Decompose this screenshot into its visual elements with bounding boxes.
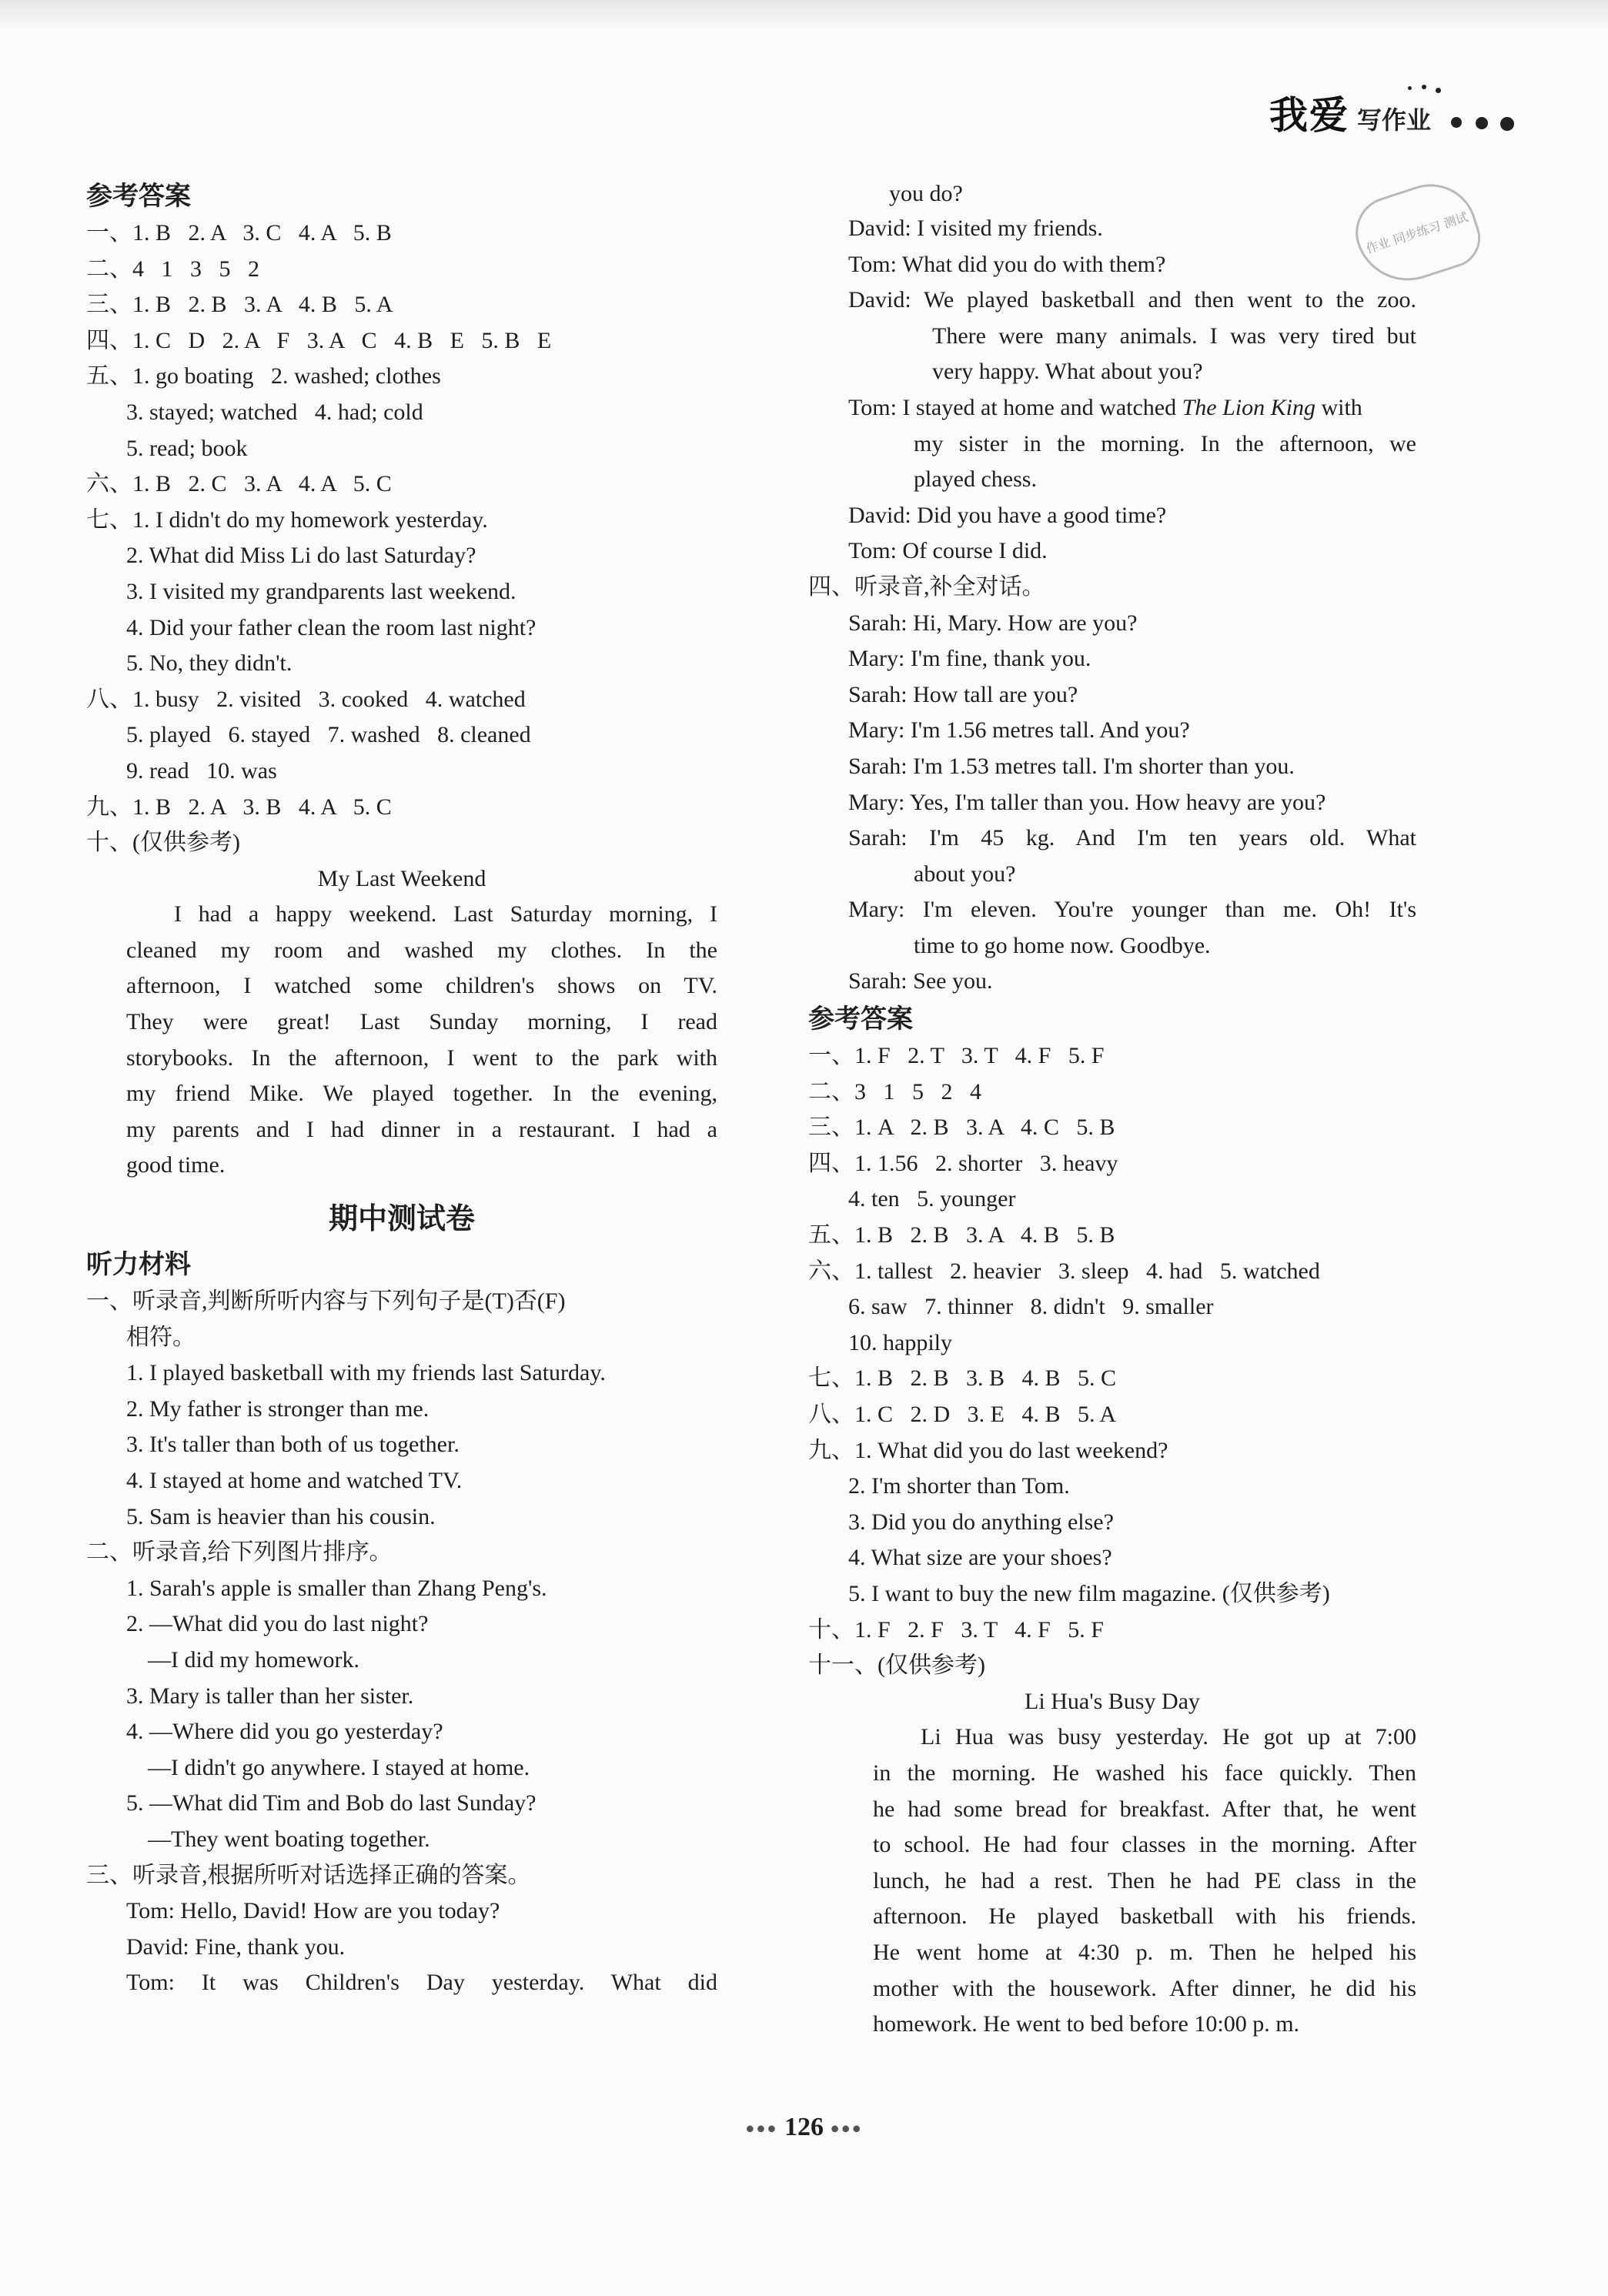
- answer-line: 2. I'm shorter than Tom.: [848, 1473, 1070, 1499]
- listening-heading: 听力材料: [86, 1249, 191, 1281]
- answer-line: 5. No, they didn't.: [126, 650, 293, 677]
- answer-line: 4. What size are your shoes?: [848, 1545, 1112, 1571]
- brand-small-text: 写作业: [1356, 105, 1431, 135]
- midterm-title: 期中测试卷: [328, 1201, 475, 1236]
- dialog-line: Sarah: See you.: [848, 968, 993, 994]
- answer-line: 2. What did Miss Li do last Saturday?: [126, 543, 476, 569]
- essay-line: I had a happy weekend. Last Saturday morning, I: [174, 901, 717, 927]
- dialog-line: Sarah: Hi, Mary. How are you?: [848, 610, 1138, 636]
- dialog-line: time to go home now. Goodbye.: [914, 932, 1211, 958]
- question-item: 5. Sam is heavier than his cousin.: [126, 1503, 436, 1529]
- dialog-line: [808, 390, 1416, 426]
- brand-big-text: 我爱: [1269, 93, 1349, 138]
- essay-line: in the morning. He washed his face quickly. Then: [873, 1760, 1416, 1786]
- dialog-line: Tom: What did you do with them?: [848, 251, 1166, 277]
- answer-line: 一、1. B 2. A 3. C 4. A 5. B: [86, 220, 392, 246]
- dialog-line: [808, 820, 1416, 857]
- answer-line: 3. stayed; watched 4. had; cold: [126, 399, 423, 425]
- dialog-line: [808, 892, 1416, 928]
- answer-line: 十、1. F 2. F 3. T 4. F 5. F: [808, 1616, 1104, 1643]
- top-band: [0, 0, 1608, 31]
- dialog-line-text: with: [1315, 394, 1362, 420]
- film-title: The Lion King: [1182, 394, 1315, 420]
- dialog-line: [86, 1965, 717, 2001]
- answer-line: 十、(仅供参考): [86, 830, 240, 856]
- dialog-line: David: Did you have a good time?: [848, 502, 1167, 528]
- question-item: 4. —Where did you go yesterday?: [126, 1719, 443, 1745]
- answer-line: 4. ten 5. younger: [848, 1186, 1016, 1212]
- right-column: [808, 177, 1416, 2043]
- answer-line: 二、3 1 5 2 4: [808, 1078, 981, 1105]
- dialog-line: David: Fine, thank you.: [126, 1933, 346, 1960]
- left-column: [86, 177, 717, 2001]
- essay-line: homework. He went to bed before 10:00 p. m.: [873, 2011, 1300, 2037]
- dialog-line: about you?: [914, 861, 1016, 887]
- dialog-line: Tom: Hello, David! How are you today?: [126, 1898, 500, 1924]
- answer-line: 六、1. B 2. C 3. A 4. A 5. C: [86, 471, 392, 497]
- answer-line: 七、1. I didn't do my homework yesterday.: [86, 506, 488, 533]
- answer-line: 二、4 1 3 5 2: [86, 256, 259, 282]
- answer-line: 五、1. go boating 2. washed; clothes: [86, 363, 441, 389]
- answer-line: 十一、(仅供参考): [808, 1653, 985, 1679]
- answer-line: 四、1. C D 2. A F 3. A C 4. B E 5. B E: [86, 327, 552, 353]
- answers-heading: 参考答案: [808, 1004, 913, 1035]
- answer-line: 九、1. B 2. A 3. B 4. A 5. C: [86, 794, 392, 820]
- answer-line: 七、1. B 2. B 3. B 4. B 5. C: [808, 1365, 1117, 1392]
- question-title: 四、听录音,补全对话。: [808, 573, 1045, 600]
- essay-line: afternoon, I watched some children's shows on TV.: [126, 973, 717, 999]
- essay-title: My Last Weekend: [317, 865, 486, 891]
- dialog-line: very happy. What about you?: [932, 359, 1203, 385]
- footer-dots-left-icon: ●●●: [745, 2120, 778, 2137]
- question-title: 一、听录音,判断所听内容与下列句子是(T)否(F): [86, 1288, 566, 1315]
- dialog-line-text: Mary: I'm eleven. You're younger than me. Oh! It's: [848, 897, 1416, 923]
- dialog-line: [808, 282, 1416, 319]
- answer-line: 9. read 10. was: [126, 757, 277, 784]
- question-item: 2. My father is stronger than me.: [126, 1395, 430, 1422]
- essay-paragraph: [808, 1719, 1416, 2042]
- essay-line: afternoon. He played basketball with his friends.: [873, 1903, 1416, 1930]
- dialog-line-text: Sarah: I'm 45 kg. And I'm ten years old. What: [848, 825, 1416, 851]
- dialog-line: [808, 426, 1416, 463]
- answers-heading: 参考答案: [86, 181, 191, 212]
- dialog-line-text: my sister in the morning. In the afternoon, we: [914, 430, 1416, 456]
- answer-line: 5. read; book: [126, 435, 248, 461]
- question-item: 3. Mary is taller than her sister.: [126, 1683, 414, 1709]
- answer-line: 八、1. C 2. D 3. E 4. B 5. A: [808, 1402, 1117, 1427]
- dialog-line: Sarah: How tall are you?: [848, 681, 1078, 707]
- essay-line: Li Hua was busy yesterday. He got up at 7:00: [921, 1724, 1416, 1750]
- answer-line: 4. Did your father clean the room last night?: [126, 614, 537, 640]
- question-item: 2. —What did you do last night?: [126, 1611, 429, 1637]
- answer-line: 三、1. B 2. B 3. A 4. B 5. A: [86, 292, 393, 318]
- dialog-line: you do?: [889, 181, 963, 206]
- answer-line: 5. played 6. stayed 7. washed 8. cleaned: [126, 722, 531, 748]
- dialog-line: Mary: I'm 1.56 metres tall. And you?: [848, 717, 1190, 744]
- answer-line: 10. happily: [848, 1329, 952, 1355]
- answer-line: 八、1. busy 2. visited 3. cooked 4. watched: [86, 686, 526, 712]
- essay-line: he had some bread for breakfast. After that, he went: [873, 1796, 1416, 1822]
- question-title-cont: 相符。: [126, 1324, 196, 1350]
- essay-line: They were great! Last Sunday morning, I read: [126, 1009, 717, 1035]
- answer-line: 3. Did you do anything else?: [848, 1509, 1114, 1535]
- dialog-line-text: David: We played basketball and then went to the zoo.: [848, 287, 1416, 313]
- essay-line: good time.: [126, 1152, 226, 1178]
- essay-line: He went home at 4:30 p. m. Then he helped his: [873, 1939, 1416, 1965]
- question-item: 5. —What did Tim and Bob do last Sunday?: [126, 1790, 537, 1816]
- question-title: 二、听录音,给下列图片排序。: [86, 1539, 393, 1566]
- essay-paragraph: [86, 897, 717, 1184]
- dialog-line-text: Tom: I stayed at home and watched: [848, 394, 1182, 420]
- dialog-line-text: There were many animals. I was very tired but: [932, 323, 1416, 349]
- essay-line: to school. He had four classes in the morning. After: [873, 1832, 1416, 1858]
- answer-line: 5. I want to buy the new film magazine. (仅供参考): [848, 1580, 1330, 1606]
- answer-line: 3. I visited my grandparents last weekend.: [126, 578, 516, 604]
- question-title: 三、听录音,根据所听对话选择正确的答案。: [86, 1862, 531, 1888]
- dialog-line: David: I visited my friends.: [848, 216, 1103, 241]
- essay-line: lunch, he had a rest. Then he had PE class in the: [873, 1867, 1416, 1893]
- answer-line: 三、1. A 2. B 3. A 4. C 5. B: [808, 1115, 1115, 1141]
- essay-line: mother with the housework. After dinner, he did his: [873, 1975, 1416, 2001]
- decorative-dots-icon: [1392, 85, 1523, 146]
- dialog-line: played chess.: [914, 466, 1037, 493]
- essay-line: my parents and I had dinner in a restaurant. I had a: [126, 1116, 717, 1142]
- question-item: 4. I stayed at home and watched TV.: [126, 1468, 463, 1493]
- essay-line: storybooks. In the afternoon, I went to the park with: [126, 1044, 717, 1071]
- question-item: —They went boating together.: [148, 1826, 430, 1852]
- footer-dots-right-icon: ●●●: [830, 2120, 863, 2137]
- answer-line: 6. saw 7. thinner 8. didn't 9. smaller: [848, 1294, 1214, 1320]
- answer-line: 六、1. tallest 2. heavier 3. sleep 4. had 5. watched: [808, 1258, 1320, 1284]
- dialog-line: Sarah: I'm 1.53 metres tall. I'm shorter than you.: [848, 753, 1295, 779]
- dialog-line: Mary: Yes, I'm taller than you. How heavy are you?: [848, 789, 1326, 815]
- dialog-line: Mary: I'm fine, thank you.: [848, 646, 1092, 672]
- question-item: —I did my homework.: [148, 1646, 359, 1673]
- answer-line: 九、1. What did you do last weekend?: [808, 1437, 1168, 1463]
- question-item: —I didn't go anywhere. I stayed at home.: [148, 1754, 530, 1780]
- essay-line: my friend Mike. We played together. In the evening,: [126, 1081, 717, 1107]
- question-item: 3. It's taller than both of us together.: [126, 1432, 460, 1458]
- essay-title: Li Hua's Busy Day: [1025, 1688, 1200, 1714]
- answer-line: 一、1. F 2. T 3. T 4. F 5. F: [808, 1043, 1105, 1069]
- question-item: 1. Sarah's apple is smaller than Zhang Peng's.: [126, 1575, 547, 1601]
- essay-line: cleaned my room and washed my clothes. In the: [126, 937, 717, 963]
- dialog-line: [808, 319, 1416, 355]
- question-item: 1. I played basketball with my friends last Saturday.: [126, 1360, 606, 1386]
- page-footer: [0, 2113, 1608, 2142]
- dialog-line-text: Tom: It was Children's Day yesterday. What did: [126, 1970, 717, 1996]
- answer-line: 五、1. B 2. B 3. A 4. B 5. B: [808, 1222, 1115, 1248]
- dialog-line: Tom: Of course I did.: [848, 538, 1048, 564]
- stamp-text: 作业 同步练习 测试: [1364, 209, 1470, 256]
- page-number: 126: [784, 2113, 824, 2141]
- answer-line: 四、1. 1.56 2. shorter 3. heavy: [808, 1150, 1118, 1176]
